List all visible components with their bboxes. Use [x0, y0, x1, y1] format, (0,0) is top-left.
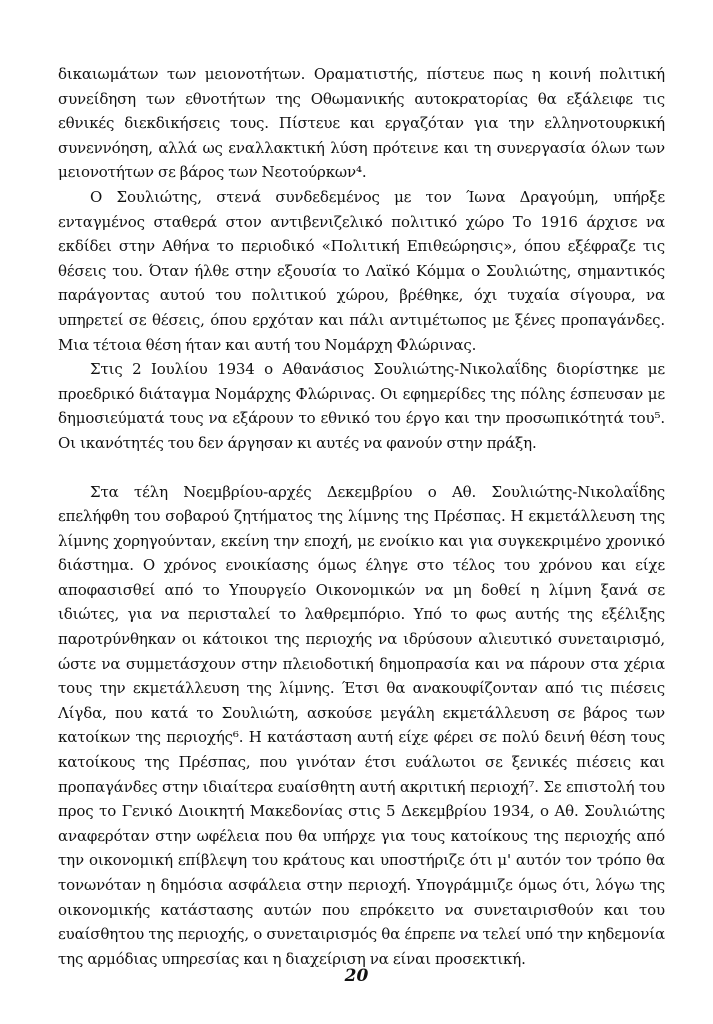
page-body: [58, 62, 665, 971]
paragraph-appointment-florina: Στις 2 Ιουλίου 1934 ο Αθανάσιος Σουλιώτης-Νικολαΐδης διορίστηκε με προεδρικό διάταγμα Νομάρχης Φλώρινας. Οι εφημερίδες της πόλης έσπευσαν με δημοσιεύματά τους να εξάρουν το εθνικό του έργο και την προσωπικότητά του⁵. Οι ικανότητές του δεν άργησαν κι αυτές να φανούν στην πράξη.: [58, 360, 665, 452]
paragraph-prespa-lake: Στα τέλη Νοεμβρίου-αρχές Δεκεμβρίου ο Αθ. Σουλιώτης-Νικολαΐδης επελήφθη του σοβαρού ζητήματος της λίμνης της Πρέσπας. Η εκμετάλλευση της λίμνης χορηγούνταν, εκείνη την εποχή, με ενοίκιο και για συγκεκριμένο χρονικό διάστημα. Ο χρόνος ενοικίασης όμως έληγε στο τέλος του χρόνου και είχε αποφασισθεί από το Υπουργείο Οικονομικών να μη δοθεί η λίμνη ξανά σε ιδιώτες, για να περισταλεί το λαθρεμπόριο. Υπό το φως αυτής της εξέλιξης παροτρύνθηκαν οι κάτοικοι της περιοχής να ιδρύσουν αλιευτικό συνεταιρισμό, ώστε να συμμετάσχουν στην πλειοδοτική δημοπρασία και να πάρουν στα χέρια τους την εκμετάλλευση της λίμνης. Έτσι θα ανακουφίζονταν από τις πιέσεις Λίγδα, που κατά το Σουλιώτη, ασκούσε μεγάλη εκμετάλλευση σε βάρος των κατοίκων της περιοχής⁶. Η κατάσταση αυτή είχε φέρει σε πολύ δεινή θέση τους κατοίκους της Πρέσπας, που γινόταν έτσι ευάλωτοι σε ξενικές πιέσεις και προπαγάνδες στην ιδιαίτερα ευαίσθητη αυτή ακριτική περιοχή⁷. Σε επιστολή του προς το Γενικό Διοικητή Μακεδονίας στις 5 Δεκεμβρίου 1934, ο Αθ. Σουλιώτης αναφερόταν στην ωφέλεια που θα υπήρχε για τους κατοίκους της περιοχής από την οικονομική επίβλεψη του κράτους και υποστήριζε ότι μ' αυτόν τον τρόπο θα τονωνόταν η δημόσια ασφάλεια στην περιοχή. Υπογράμμιζε όμως ότι, λόγω της οικονομικής κατάστασης αυτών που επρόκειτο να συνεταιρισθούν και του ευαίσθητου της περιοχής, ο συνεταιρισμός θα έπρεπε να τελεί υπό την κηδεμονία της αρμόδιας υπηρεσίας και η διαχείριση να είναι προσεκτική.: [58, 482, 665, 968]
page-number: 20: [344, 966, 369, 986]
paragraph-gap: [58, 456, 665, 480]
paragraph-continued: δικαιωμάτων των μειονοτήτων. Οραματιστής, πίστευε πως η κοινή πολιτική συνείδηση των εθνοτήτων της Οθωμανικής αυτοκρατορίας θα εξάλειφε τις εθνικές διεκδικήσεις τους. Πίστευε και εργαζόταν για την ελληνοτουρκική συνεννόηση, αλλά ως εναλλακτική λύση πρότεινε και τη συνεργασία όλων των μειονοτήτων σε βάρος των Νεοτούρκων⁴.: [58, 65, 665, 182]
paragraph-souliotis-dragoumis: Ο Σουλιώτης, στενά συνδεδεμένος με τον Ίωνα Δραγούμη, υπήρξε ενταγμένος σταθερά στον αντιβενιζελικό πολιτικό χώρο Το 1916 άρχισε να εκδίδει στην Αθήνα το περιοδικό «Πολιτική Επιθεώρησις», όπου εξέφραζε τις θέσεις του. Όταν ήλθε στην εξουσία το Λαϊκό Κόμμα ο Σουλιώτης, σημαντικός παράγοντας αυτού του πολιτικού χώρου, βρέθηκε, όχι τυχαία σίγουρα, να υπηρετεί σε θέσεις, όπου ερχόταν και πάλι αντιμέτωπος με ξένες προπαγάνδες. Μια τέτοια θέση ήταν και αυτή του Νομάρχη Φλώρινας.: [58, 187, 665, 354]
